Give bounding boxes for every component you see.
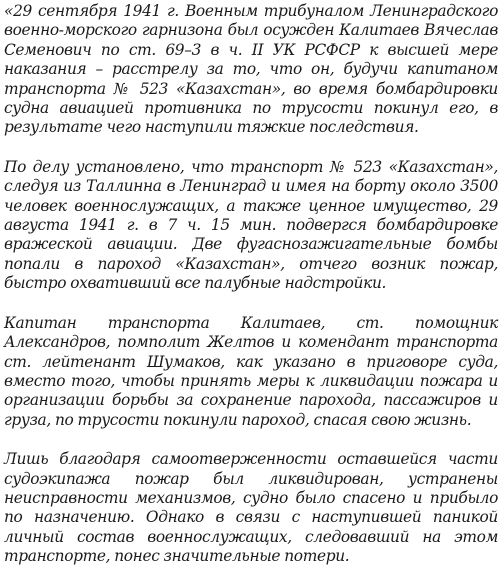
paragraph-circumstances: По делу установлено, что транспорт № 523 «Казахстан», следуя из Таллинна в Ленинград и имея на борту около 3500 человек военнослужащих, а также ценное имущество, 29 августа 1941 г. в 7 ч. 15 мин. подвергся бомбардировке вражеской авиации. Две фугаснозажигательные бомбы попали в пароход «Казахстан», отчего возник пожар, быстро охвативший все палубные надстройки. (4, 157, 498, 293)
paragraph-rescue: Лишь благодаря самоотверженности оставшейся части судоэкипажа пожар был ликвидирован, устранены неисправности механизмов, судно было спасено и прибыло по назначению. Однако в связи с наступившей паникой личный состав военнослужащих, следовавший на этом транспорте, понес значительные потери. (4, 450, 498, 566)
paragraph-desertion: Капитан транспорта Калитаев, ст. помощник Александров, помполит Желтов и комендант транспорта ст. лейтенант Шумаков, как указано в приговоре суда, вместо того, чтобы принять меры к ликвидации пожара и организации борьбы за сохранение парохода, пассажиров и груза, по трусости покинули пароход, спасая свою жизнь. (4, 313, 498, 429)
paragraph-verdict: «29 сентября 1941 г. Военным трибуналом Ленинградского военно-морского гарнизона был осужден Калитаев Вячеслав Семенович по ст. 69–3 в ч. II УК РСФСР к высшей мере наказания – расстрелу за то, что он, будучи капитаном транспорта № 523 «Казахстан», во время бомбардировки судна авиацией противника по трусости покинул его, в результате чего наступили тяжкие последствия. (4, 2, 498, 137)
